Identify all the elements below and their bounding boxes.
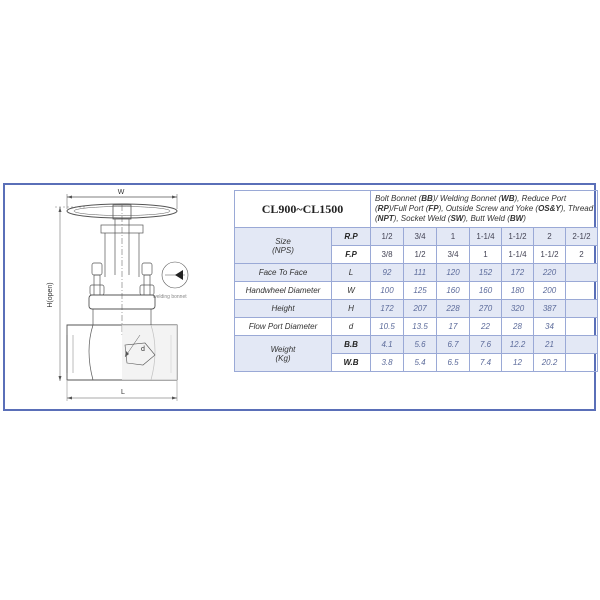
row-label: Face To Face [235,264,332,282]
value-cell [566,336,598,354]
value-cell [566,318,598,336]
rp-size-cell: 1-1/4 [470,228,502,246]
valve-drawing [5,185,233,409]
flow-port-diameter-row [235,318,598,336]
weight-bb-row [235,336,598,354]
value-cell: 220 [534,264,566,282]
face-to-face-row [235,264,598,282]
value-cell: 6.5 [437,354,470,372]
value-cell: 120 [437,264,470,282]
description-abbrev: RP [377,204,389,213]
description-abbrev: OS&Y [538,204,561,213]
value-cell: 180 [502,282,534,300]
fp-size-cell: 1/2 [404,246,437,264]
value-cell: 92 [371,264,404,282]
value-cell: 111 [404,264,437,282]
rp-size-cell: 2 [534,228,566,246]
row-symbol: H [332,300,371,318]
description-abbrev: NPT [377,214,394,223]
w-label: W [117,189,125,196]
value-cell: 172 [371,300,404,318]
value-cell: 5.6 [404,336,437,354]
handwheel-diameter-row [235,282,598,300]
description-abbrev: WB [501,194,515,203]
description-run: ), Reduce Port ( [375,194,567,213]
value-cell: 160 [470,282,502,300]
value-cell: 7.6 [470,336,502,354]
fp-size-cell: 1-1/2 [534,246,566,264]
value-cell: 152 [470,264,502,282]
size-unit: (NPS) [272,245,294,255]
welding-bonnet-label: welding bonnet [153,294,187,300]
rp-size-cell: 1-1/2 [502,228,534,246]
value-cell: 207 [404,300,437,318]
value-cell: 10.5 [371,318,404,336]
fp-label: F.P [332,246,371,264]
description-run: ), Socket Weld ( [393,214,451,223]
rp-size-row [235,228,598,246]
value-cell: 100 [371,282,404,300]
row-symbol: B.B [332,336,371,354]
weight-label: Weight [270,344,296,354]
value-cell: 12.2 [502,336,534,354]
value-cell: 270 [470,300,502,318]
value-cell: 200 [534,282,566,300]
value-cell: 387 [534,300,566,318]
description-run: )/ Welding Bonnet ( [432,194,502,203]
l-label: L [121,389,125,396]
height-row [235,300,598,318]
row-symbol: L [332,264,371,282]
fp-size-cell: 1 [470,246,502,264]
d-label: d [141,346,145,353]
row-label: Flow Port Diameter [235,318,332,336]
value-cell: 160 [437,282,470,300]
value-cell: 228 [437,300,470,318]
value-cell: 5.4 [404,354,437,372]
rp-size-cell: 1/2 [371,228,404,246]
description-run: ), Outside Screw and Yoke ( [438,204,539,213]
weight-label-cell [235,336,332,372]
rp-label: R.P [332,228,371,246]
spec-sheet-frame [3,183,596,411]
rp-size-cell: 3/4 [404,228,437,246]
value-cell: 34 [534,318,566,336]
value-cell: 21 [534,336,566,354]
value-cell [566,300,598,318]
value-cell: 3.8 [371,354,404,372]
size-label-cell [235,228,332,264]
description-abbrev: BB [421,194,433,203]
value-cell: 20.2 [534,354,566,372]
value-cell: 22 [470,318,502,336]
row-label: Handwheel Diameter [235,282,332,300]
value-cell: 13.5 [404,318,437,336]
row-symbol: d [332,318,371,336]
value-cell: 28 [502,318,534,336]
weight-unit: (Kg) [275,353,291,363]
value-cell [566,282,598,300]
description-run: ) [523,214,526,223]
description-run: Bolt Bonnet ( [375,194,422,203]
size-label: Size [275,236,291,246]
value-cell: 125 [404,282,437,300]
row-symbol: W.B [332,354,371,372]
value-cell: 12 [502,354,534,372]
value-cell: 7.4 [470,354,502,372]
value-cell: 4.1 [371,336,404,354]
description-abbrev: FP [428,204,439,213]
description-run: ), Butt Weld ( [463,214,510,223]
row-symbol: W [332,282,371,300]
fp-size-cell: 1-1/4 [502,246,534,264]
title-row [235,191,598,228]
value-cell: 6.7 [437,336,470,354]
fp-size-cell: 3/4 [437,246,470,264]
description-text [371,191,598,228]
spec-table [234,190,598,372]
value-cell: 320 [502,300,534,318]
rp-size-cell: 2-1/2 [566,228,598,246]
value-cell [566,264,598,282]
value-cell [566,354,598,372]
rp-size-cell: 1 [437,228,470,246]
description-run: ), Thread ( [375,204,594,223]
row-label: Height [235,300,332,318]
fp-size-cell: 2 [566,246,598,264]
fp-size-cell: 3/8 [371,246,404,264]
description-abbrev: BW [509,214,524,223]
table-title: CL900~CL1500 [235,191,371,228]
description-run: )/Full Port ( [388,204,429,213]
h-label: H(open) [47,282,54,308]
value-cell: 17 [437,318,470,336]
value-cell: 172 [502,264,534,282]
description-abbrev: SW [450,214,464,223]
